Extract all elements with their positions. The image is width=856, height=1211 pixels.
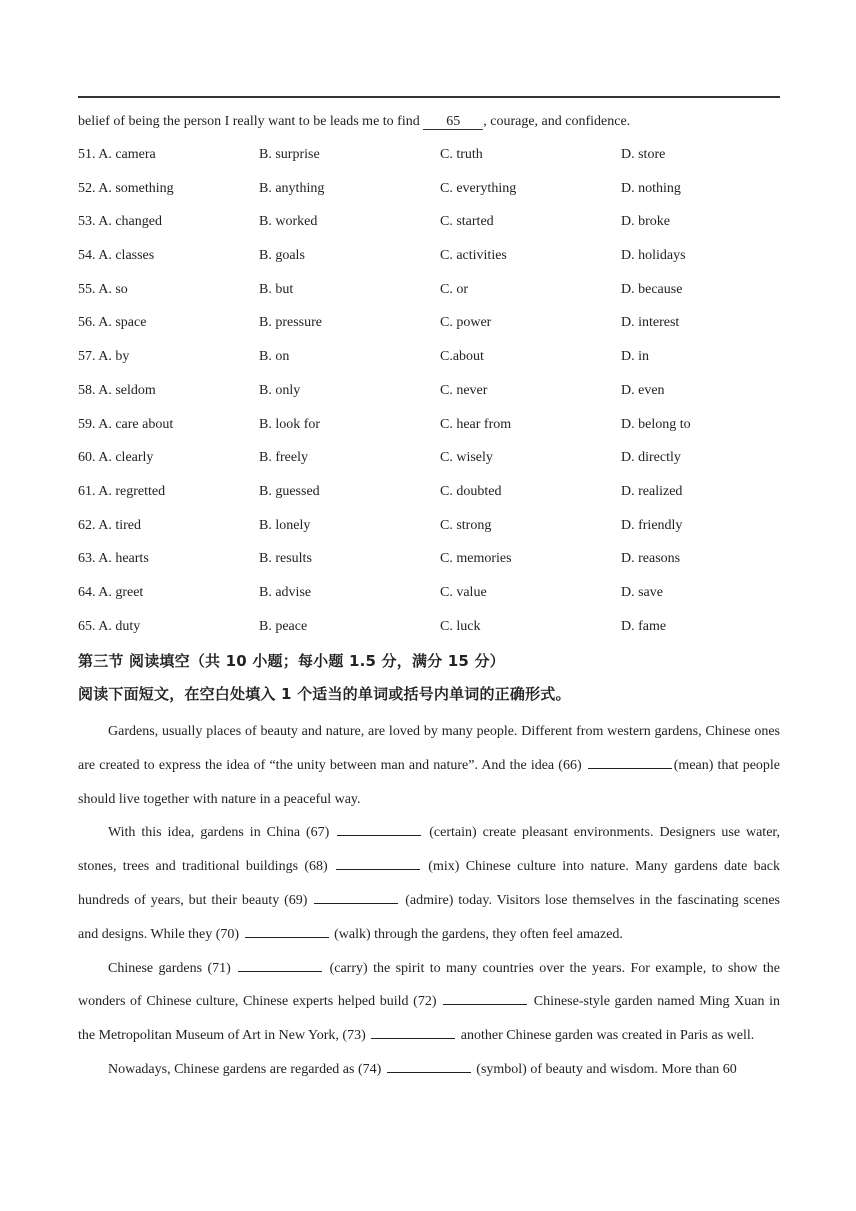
option-c[interactable]: C. activities [440, 248, 507, 264]
option-a[interactable]: 63. A. hearts [78, 551, 149, 567]
passage-text: (symbol) of beauty and wisdom. More than 60 [476, 1061, 737, 1077]
answer-blank-68[interactable] [336, 855, 420, 870]
passage-text: Nowadays, Chinese gardens are regarded as (74) [108, 1061, 382, 1077]
option-a[interactable]: 55. A. so [78, 281, 128, 297]
option-c[interactable]: C. power [440, 315, 492, 331]
answer-blank-74[interactable] [387, 1058, 471, 1073]
option-b[interactable]: B. on [259, 349, 290, 365]
paragraph-4 [78, 1053, 780, 1087]
question-row [78, 583, 780, 617]
blank-65: 65 [423, 114, 483, 130]
option-c[interactable]: C. or [440, 281, 468, 297]
option-c[interactable]: C. strong [440, 517, 492, 533]
option-c[interactable]: C. never [440, 382, 488, 398]
passage-text: (certain) create pleasant environments. Designers use water, stones, trees and traditional buildings (68) [78, 825, 781, 875]
option-d[interactable]: D. belong to [621, 416, 691, 432]
option-d[interactable]: D. realized [621, 483, 683, 499]
passage-tail-line [78, 113, 780, 131]
option-d[interactable]: D. reasons [621, 551, 681, 567]
answer-blank-66[interactable] [588, 754, 672, 769]
option-d[interactable]: D. even [621, 382, 665, 398]
option-a[interactable]: 61. A. regretted [78, 483, 166, 499]
passage-text: (carry) the spirit to many countries over the years. For example, to show the wonders of Chinese culture, Chinese experts helped build (72) [78, 960, 781, 1010]
passage-text: (mix) Chinese culture into nature. Many gardens date back hundreds of years, but their beauty (69) [78, 859, 781, 908]
option-d[interactable]: D. nothing [621, 180, 681, 196]
option-d[interactable]: D. directly [621, 450, 681, 466]
question-row [78, 415, 780, 449]
passage-text: (admire) today. Visitors lose themselves in the fascinating scenes and designs. While they (70) [78, 892, 780, 942]
question-row [78, 381, 780, 415]
option-c[interactable]: C. memories [440, 551, 512, 567]
option-c[interactable]: C. wisely [440, 450, 493, 466]
option-a[interactable]: 51. A. camera [78, 147, 156, 162]
option-c[interactable]: C. hear from [440, 416, 512, 432]
passage-text: another Chinese garden was created in Paris as well. [460, 1028, 755, 1044]
option-a[interactable]: 62. A. tired [78, 517, 141, 533]
option-c[interactable]: C. doubted [440, 483, 502, 499]
answer-blank-69[interactable] [314, 889, 398, 904]
option-a[interactable]: 53. A. changed [78, 214, 162, 230]
question-row [78, 347, 780, 381]
passage-text: With this idea, gardens in China (67) [108, 825, 330, 841]
question-row [78, 179, 780, 213]
option-b[interactable]: B. look for [259, 416, 321, 432]
answer-blank-67[interactable] [337, 821, 421, 836]
passage-text: Gardens, usually places of beauty and nature, are loved by many people. Different from western gardens, Chinese ones are created to express the idea of “the unity between man and nature”. And the idea (66) [78, 724, 780, 773]
option-c[interactable]: C. value [440, 584, 487, 600]
question-row [78, 482, 780, 516]
option-b[interactable]: B. but [259, 281, 294, 297]
question-row [78, 549, 780, 583]
option-c[interactable]: C. luck [440, 618, 481, 634]
option-a[interactable]: 54. A. classes [78, 248, 155, 264]
option-b[interactable]: B. lonely [259, 517, 311, 533]
option-d[interactable]: D. because [621, 281, 683, 297]
option-c[interactable]: C.about [440, 349, 484, 365]
option-d[interactable]: D. broke [621, 214, 670, 230]
header-rule [78, 96, 780, 98]
option-b[interactable]: B. surprise [259, 147, 320, 162]
multiple-choice-options [78, 145, 780, 650]
option-b[interactable]: B. goals [259, 248, 305, 264]
question-row [78, 212, 780, 246]
answer-blank-71[interactable] [238, 957, 322, 972]
question-row [78, 280, 780, 314]
option-a[interactable]: 57. A. by [78, 349, 130, 365]
option-d[interactable]: D. save [621, 584, 663, 600]
option-b[interactable]: B. anything [259, 180, 325, 196]
option-a[interactable]: 58. A. seldom [78, 382, 156, 398]
passage-text: Chinese-style garden named Ming Xuan in the Metropolitan Museum of Art in New York, (73) [78, 994, 780, 1044]
option-d[interactable]: D. holidays [621, 248, 686, 264]
option-c[interactable]: C. truth [440, 147, 483, 162]
option-d[interactable]: D. in [621, 349, 649, 365]
question-row [78, 313, 780, 347]
section-instruction: 阅读下面短文，在空白处填入 1 个适当的单词或括号内单词的正确形式。 [78, 685, 571, 703]
option-d[interactable]: D. store [621, 147, 666, 162]
option-b[interactable]: B. guessed [259, 483, 320, 499]
paragraph-3 [78, 952, 780, 1053]
option-c[interactable]: C. everything [440, 180, 517, 196]
intro-text-end: , courage, and confidence. [483, 114, 631, 129]
option-b[interactable]: B. only [259, 382, 301, 398]
option-a[interactable]: 59. A. care about [78, 416, 174, 432]
question-row [78, 246, 780, 280]
answer-blank-73[interactable] [371, 1024, 455, 1039]
option-b[interactable]: B. pressure [259, 315, 322, 331]
answer-blank-70[interactable] [245, 923, 329, 938]
option-b[interactable]: B. freely [259, 450, 308, 466]
passage-text: (walk) through the gardens, they often feel amazed. [334, 926, 623, 942]
option-c[interactable]: C. started [440, 214, 494, 230]
option-b[interactable]: B. results [259, 551, 312, 567]
question-row [78, 448, 780, 482]
option-b[interactable]: B. advise [259, 584, 312, 600]
option-b[interactable]: B. worked [259, 214, 318, 230]
paragraph-1 [78, 715, 780, 816]
option-d[interactable]: D. interest [621, 315, 680, 331]
answer-blank-72[interactable] [443, 990, 527, 1005]
option-d[interactable]: D. fame [621, 618, 667, 634]
reading-passage [78, 715, 780, 1087]
intro-text: belief of being the person I really want to be leads me to find [78, 114, 420, 129]
section-title: 第三节 阅读填空（共 10 小题；每小题 1.5 分，满分 15 分） [78, 652, 505, 670]
option-a[interactable]: 65. A. duty [78, 618, 141, 634]
option-a[interactable]: 52. A. something [78, 180, 174, 196]
option-a[interactable]: 60. A. clearly [78, 450, 154, 466]
paragraph-2 [78, 816, 780, 951]
option-d[interactable]: D. friendly [621, 517, 683, 533]
question-row [78, 617, 780, 651]
passage-text: (mean) that people should live together with nature in a peaceful way. [78, 757, 781, 807]
question-row [78, 516, 780, 550]
option-b[interactable]: B. peace [259, 618, 308, 634]
option-a[interactable]: 64. A. greet [78, 584, 144, 600]
question-row [78, 145, 780, 179]
passage-text: Chinese gardens (71) [108, 960, 231, 976]
option-a[interactable]: 56. A. space [78, 315, 147, 331]
